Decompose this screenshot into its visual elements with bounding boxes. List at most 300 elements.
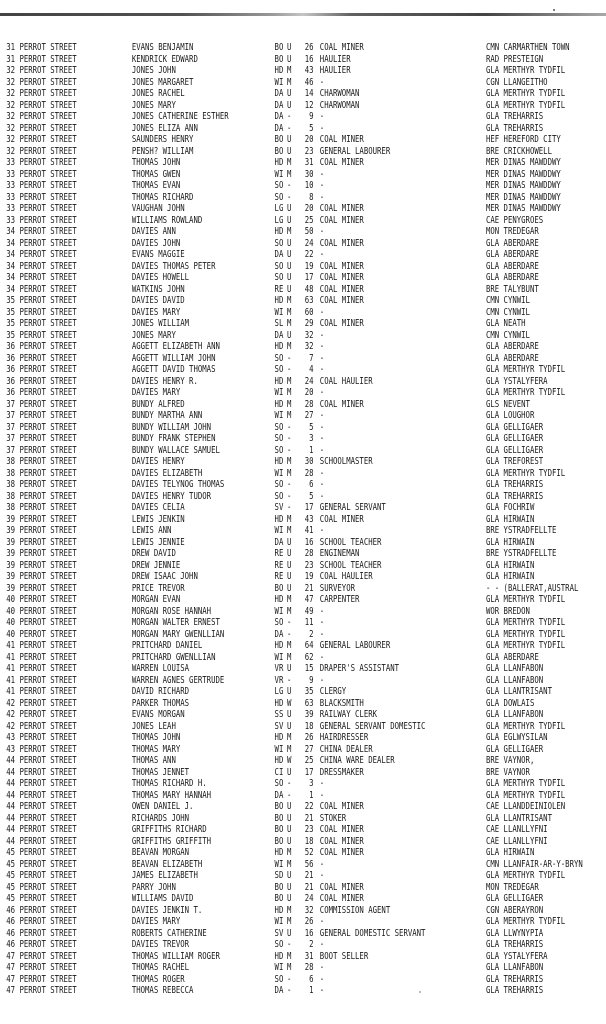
scan-speck (553, 9, 555, 11)
relationship-cell: WI (274, 387, 284, 398)
age-cell: 25 (304, 214, 314, 226)
status-cell: M (287, 950, 292, 962)
birthplace-cell: GLA MERTHYR TYDFIL (485, 916, 566, 927)
table-row (0, 307, 606, 319)
name-cell: AGGETT ELIZABETH ANN (131, 341, 220, 352)
birthplace-cell: GLA TREHARRIS (485, 479, 544, 490)
status-cell: - (287, 433, 292, 444)
table-row (0, 491, 606, 503)
table-row (0, 606, 606, 618)
name-cell: DAVIES TREVOR (131, 939, 190, 950)
table-row (0, 387, 606, 399)
occupation-cell: CHARWOMAN (319, 88, 360, 99)
age-cell: 32 (304, 341, 314, 352)
age-cell: 46 (304, 76, 314, 88)
age-cell: 47 (304, 594, 314, 605)
name-cell: DAVIES MARY (131, 916, 181, 927)
status-cell: U (287, 260, 292, 272)
occupation-cell: - (319, 525, 325, 536)
name-cell: JONES CATHERINE ESTHER (131, 111, 229, 122)
birthplace-cell: GLA TREHARRIS (485, 490, 544, 502)
relationship-cell: HD (274, 513, 284, 525)
address-cell: 34 PERROT STREET (6, 272, 77, 283)
relationship-cell: DA (274, 88, 284, 99)
birthplace-cell: MER DINAS MAWDDWY (485, 180, 561, 191)
name-cell: JAMES ELIZABETH (131, 870, 198, 881)
status-cell: - (287, 617, 292, 628)
name-cell: DAVIES HENRY TUDOR (131, 490, 212, 502)
status-cell: U (287, 134, 292, 145)
address-cell: 39 PERROT STREET (6, 559, 77, 571)
age-cell: 21 (304, 812, 314, 824)
birthplace-cell: BRE YSTRADFELLTE (485, 525, 557, 536)
age-cell: 30 (304, 456, 314, 467)
table-row (0, 100, 606, 112)
birthplace-cell: HEF HEREFORD CITY (485, 134, 561, 145)
occupation-cell: SCHOOL TEACHER (319, 559, 382, 571)
relationship-cell: DA (274, 985, 284, 996)
relationship-cell: HD (274, 456, 284, 467)
occupation-cell: HAULIER (319, 65, 351, 76)
relationship-cell: WI (274, 651, 284, 663)
table-row (0, 571, 606, 583)
birthplace-cell: GLA LLANFABON (485, 663, 544, 674)
address-cell: 31 PERROT STREET (6, 42, 77, 53)
address-cell: 37 PERROT STREET (6, 410, 77, 421)
status-cell: U (287, 582, 292, 594)
occupation-cell: - (319, 870, 325, 881)
table-row (0, 548, 606, 560)
status-cell: U (287, 237, 292, 249)
relationship-cell: DA (274, 628, 284, 640)
age-cell: 15 (304, 663, 314, 674)
table-row (0, 249, 606, 261)
birthplace-cell: GLA GELLIGAER (485, 421, 544, 433)
occupation-cell: - (319, 789, 325, 801)
age-cell: 64 (304, 640, 314, 651)
address-cell: 42 PERROT STREET (6, 720, 77, 732)
occupation-cell: - (319, 364, 325, 375)
occupation-cell: COAL MINER (319, 272, 364, 283)
occupation-cell: GENERAL SERVANT (319, 502, 386, 513)
table-row (0, 123, 606, 135)
address-cell: 37 PERROT STREET (6, 444, 77, 456)
table-row (0, 146, 606, 158)
status-cell: U (287, 881, 292, 893)
occupation-cell: COAL MINER (319, 157, 364, 168)
name-cell: LEWIS JENNIE (131, 536, 185, 548)
table-row (0, 226, 606, 238)
address-cell: 34 PERROT STREET (6, 260, 77, 272)
name-cell: AGGETT DAVID THOMAS (131, 364, 216, 375)
address-cell: 41 PERROT STREET (6, 640, 77, 651)
status-cell: M (287, 65, 292, 76)
occupation-cell: - (319, 605, 325, 617)
address-cell: 42 PERROT STREET (6, 697, 77, 709)
birthplace-cell: GLA TREHARRIS (485, 939, 544, 950)
relationship-cell: HD (274, 375, 284, 387)
table-row (0, 974, 606, 986)
occupation-cell: BLACKSMITH (319, 697, 364, 709)
age-cell: 43 (304, 65, 314, 76)
table-row (0, 502, 606, 514)
occupation-cell: COAL MINER (319, 203, 364, 214)
relationship-cell: SO (274, 191, 284, 203)
status-cell: - (287, 352, 292, 364)
table-row (0, 341, 606, 353)
occupation-cell: - (319, 916, 325, 927)
address-cell: 35 PERROT STREET (6, 329, 77, 341)
name-cell: DREW ISAAC JOHN (131, 571, 198, 582)
occupation-cell: - (319, 939, 325, 950)
status-cell: U (287, 99, 292, 111)
age-cell: 5 (309, 490, 314, 502)
status-cell: U (287, 686, 292, 697)
status-cell: U (287, 548, 292, 559)
table-row (0, 456, 606, 468)
status-cell: M (287, 525, 292, 536)
status-cell: - (287, 973, 292, 985)
age-cell: 23 (304, 824, 314, 835)
occupation-cell: - (319, 111, 325, 122)
name-cell: PARRY JOHN (131, 881, 176, 893)
occupation-cell: CHINA WARE DEALER (319, 755, 395, 766)
census-table (0, 42, 606, 997)
occupation-cell: HAIRDRESSER (319, 732, 369, 743)
status-cell: M (287, 410, 292, 421)
name-cell: JONES ELIZA ANN (131, 122, 198, 134)
birthplace-cell: WOR BREDON (485, 605, 530, 617)
birthplace-cell: CMN CYNWIL (485, 295, 530, 306)
age-cell: 20 (304, 203, 314, 214)
relationship-cell: SV (274, 927, 284, 939)
age-cell: 7 (309, 352, 314, 364)
birthplace-cell: CAE LLANLLYFNI (485, 824, 548, 835)
status-cell: - (287, 674, 292, 686)
relationship-cell: WI (274, 168, 284, 180)
age-cell: 52 (304, 847, 314, 858)
relationship-cell: SO (274, 973, 284, 985)
status-cell: U (287, 42, 292, 53)
address-cell: 39 PERROT STREET (6, 582, 77, 594)
relationship-cell: BO (274, 881, 284, 893)
status-cell: M (287, 295, 292, 306)
status-cell: - (287, 789, 292, 801)
birthplace-cell: GLA ABERDARE (485, 341, 539, 352)
relationship-cell: WI (274, 525, 284, 536)
status-cell: M (287, 375, 292, 387)
relationship-cell: SD (274, 870, 284, 881)
status-cell: M (287, 306, 292, 318)
age-cell: 28 (304, 548, 314, 559)
age-cell: 18 (304, 720, 314, 732)
relationship-cell: HD (274, 594, 284, 605)
status-cell: U (287, 571, 292, 582)
table-row (0, 77, 606, 89)
name-cell: DAVIES ANN (131, 226, 176, 237)
table-row (0, 870, 606, 882)
age-cell: 60 (304, 306, 314, 318)
relationship-cell: DA (274, 111, 284, 122)
age-cell: 49 (304, 605, 314, 617)
age-cell: 9 (309, 674, 314, 686)
table-row (0, 985, 606, 997)
relationship-cell: HD (274, 640, 284, 651)
relationship-cell: RE (274, 559, 284, 571)
name-cell: JONES RACHEL (131, 88, 185, 99)
table-row (0, 111, 606, 123)
table-row (0, 537, 606, 549)
birthplace-cell: GLA LLANTRISANT (485, 812, 552, 824)
name-cell: THOMAS ANN (131, 755, 176, 766)
status-cell: U (287, 88, 292, 99)
address-cell: 44 PERROT STREET (6, 789, 77, 801)
relationship-cell: SO (274, 939, 284, 950)
age-cell: 26 (304, 916, 314, 927)
birthplace-cell: GLS NEVENT (485, 398, 530, 410)
birthplace-cell: BRE CRICKHOWELL (485, 145, 552, 157)
occupation-cell: - (319, 467, 325, 479)
birthplace-cell: BRE YSTRADFELLTE (485, 548, 557, 559)
name-cell: JONES JOHN (131, 65, 176, 76)
name-cell: RICHARDS JOHN (131, 812, 190, 824)
table-row (0, 238, 606, 250)
table-row (0, 652, 606, 664)
status-cell: - (287, 111, 292, 122)
birthplace-cell: GLA MERTHYR TYDFIL (485, 870, 566, 881)
name-cell: DAVIES ELIZABETH (131, 467, 203, 479)
age-cell: 16 (304, 927, 314, 939)
table-row (0, 468, 606, 480)
table-row (0, 790, 606, 802)
birthplace-cell: GLA ABERDARE (485, 260, 539, 272)
relationship-cell: BO (274, 134, 284, 145)
age-cell: 14 (304, 88, 314, 99)
address-cell: 36 PERROT STREET (6, 352, 77, 364)
age-cell: 3 (309, 433, 314, 444)
name-cell: DAVIES CELIA (131, 502, 185, 513)
name-cell: BUNDY FRANK STEPHEN (131, 433, 216, 444)
relationship-cell: RE (274, 571, 284, 582)
birthplace-cell: CMN CYNWIL (485, 306, 530, 318)
occupation-cell: GENERAL LABOURER (319, 145, 391, 157)
relationship-cell: WI (274, 743, 284, 755)
table-row (0, 916, 606, 928)
address-cell: 40 PERROT STREET (6, 594, 77, 605)
occupation-cell: COAL MINER (319, 824, 364, 835)
address-cell: 41 PERROT STREET (6, 663, 77, 674)
address-cell: 39 PERROT STREET (6, 536, 77, 548)
address-cell: 33 PERROT STREET (6, 168, 77, 180)
table-row (0, 203, 606, 215)
birthplace-cell: RAD PRESTEIGN (485, 53, 544, 65)
status-cell: M (287, 157, 292, 168)
address-cell: 44 PERROT STREET (6, 812, 77, 824)
occupation-cell: DRESSMAKER (319, 766, 364, 778)
table-row (0, 893, 606, 905)
occupation-cell: COAL MINER (319, 283, 364, 295)
birthplace-cell: GLA HIRWAIN (485, 559, 535, 571)
occupation-cell: - (319, 479, 325, 490)
relationship-cell: SO (274, 617, 284, 628)
name-cell: THOMAS MARY HANNAH (131, 789, 212, 801)
age-cell: 32 (304, 329, 314, 341)
table-row (0, 962, 606, 974)
age-cell: 21 (304, 881, 314, 893)
relationship-cell: BO (274, 582, 284, 594)
age-cell: 41 (304, 525, 314, 536)
occupation-cell: - (319, 329, 325, 341)
birthplace-cell: GLA DOWLAIS (485, 697, 535, 709)
occupation-cell: CHARWOMAN (319, 99, 360, 111)
address-cell: 43 PERROT STREET (6, 743, 77, 755)
table-row (0, 951, 606, 963)
name-cell: GRIFFITHS RICHARD (131, 824, 207, 835)
relationship-cell: WI (274, 76, 284, 88)
name-cell: THOMAS ROGER (131, 973, 185, 985)
status-cell: M (287, 341, 292, 352)
age-cell: 16 (304, 53, 314, 65)
address-cell: 44 PERROT STREET (6, 755, 77, 766)
age-cell: 20 (304, 134, 314, 145)
birthplace-cell: BRE VAYNOR, (485, 755, 535, 766)
birthplace-cell: GLA GELLIGAER (485, 893, 544, 904)
status-cell: U (287, 536, 292, 548)
address-cell: 44 PERROT STREET (6, 824, 77, 835)
relationship-cell: HD (274, 697, 284, 709)
birthplace-cell: GLA ABERDARE (485, 272, 539, 283)
address-cell: 44 PERROT STREET (6, 801, 77, 812)
status-cell: - (287, 778, 292, 789)
age-cell: 1 (309, 789, 314, 801)
occupation-cell: - (319, 168, 325, 180)
birthplace-cell: CGN LLANGEITHO (485, 76, 548, 88)
occupation-cell: COAL MINER (319, 893, 364, 904)
name-cell: JONES MARY (131, 329, 176, 341)
birthplace-cell: GLA LOUGHOR (485, 410, 535, 421)
occupation-cell: RAILWAY CLERK (319, 709, 378, 720)
relationship-cell: HD (274, 755, 284, 766)
table-row (0, 445, 606, 457)
age-cell: 17 (304, 272, 314, 283)
age-cell: 16 (304, 536, 314, 548)
occupation-cell: SURVEYOR (319, 582, 356, 594)
table-row (0, 629, 606, 641)
name-cell: THOMAS EVAN (131, 180, 181, 191)
address-cell: 35 PERROT STREET (6, 318, 77, 329)
table-row (0, 663, 606, 675)
birthplace-cell: MER DINAS MAWDDWY (485, 203, 561, 214)
address-cell: 34 PERROT STREET (6, 237, 77, 249)
birthplace-cell: MON TREDEGAR (485, 881, 539, 893)
name-cell: WILLIAMS ROWLAND (131, 214, 203, 226)
occupation-cell: - (319, 421, 325, 433)
age-cell: 22 (304, 249, 314, 260)
status-cell: U (287, 559, 292, 571)
status-cell: U (287, 812, 292, 824)
name-cell: LEWIS JENKIN (131, 513, 185, 525)
status-cell: U (287, 53, 292, 65)
occupation-cell: HAULIER (319, 53, 351, 65)
age-cell: 2 (309, 939, 314, 950)
table-row (0, 261, 606, 273)
occupation-cell: COAL MINER (319, 881, 364, 893)
table-row (0, 686, 606, 698)
name-cell: LEWIS ANN (131, 525, 172, 536)
status-cell: U (287, 927, 292, 939)
birthplace-cell: GLA GELLIGAER (485, 444, 544, 456)
name-cell: DAVIES JENKIN T. (131, 904, 203, 916)
birthplace-cell: CMN CYNWIL (485, 329, 530, 341)
occupation-cell: COAL MINER (319, 295, 364, 306)
birthplace-cell: GLA LLANFABON (485, 674, 544, 686)
age-cell: 24 (304, 237, 314, 249)
name-cell: AGGETT WILLIAM JOHN (131, 352, 216, 364)
name-cell: JONES MARGARET (131, 76, 194, 88)
age-cell: 12 (304, 99, 314, 111)
address-cell: 46 PERROT STREET (6, 927, 77, 939)
address-cell: 37 PERROT STREET (6, 421, 77, 433)
address-cell: 41 PERROT STREET (6, 651, 77, 663)
relationship-cell: SV (274, 502, 284, 513)
relationship-cell: WI (274, 306, 284, 318)
occupation-cell: - (319, 674, 325, 686)
status-cell: - (287, 490, 292, 502)
occupation-cell: COAL MINER (319, 134, 364, 145)
status-cell: M (287, 456, 292, 467)
age-cell: 6 (309, 479, 314, 490)
occupation-cell: - (319, 651, 325, 663)
occupation-cell: COAL MINER (319, 42, 364, 53)
relationship-cell: BO (274, 145, 284, 157)
name-cell: THOMAS WILLIAM ROGER (131, 950, 220, 962)
address-cell: 33 PERROT STREET (6, 203, 77, 214)
name-cell: DAVIES HENRY (131, 456, 185, 467)
name-cell: MORGAN MARY GWENLLIAN (131, 628, 225, 640)
table-row (0, 617, 606, 629)
birthplace-cell: GLA YSTALYFERA (485, 950, 548, 962)
birthplace-cell: GLA ABERDARE (485, 237, 539, 249)
status-cell: U (287, 214, 292, 226)
occupation-cell: - (319, 180, 325, 191)
relationship-cell: LG (274, 203, 284, 214)
occupation-cell: - (319, 410, 325, 421)
status-cell: M (287, 732, 292, 743)
age-cell: 30 (304, 168, 314, 180)
table-row (0, 42, 606, 54)
name-cell: THOMAS MARY (131, 743, 181, 755)
status-cell: M (287, 467, 292, 479)
table-row (0, 169, 606, 181)
address-cell: 33 PERROT STREET (6, 180, 77, 191)
table-row (0, 675, 606, 687)
age-cell: 9 (309, 111, 314, 122)
table-row (0, 813, 606, 825)
address-cell: 43 PERROT STREET (6, 732, 77, 743)
table-row (0, 88, 606, 100)
name-cell: JONES MARY (131, 99, 176, 111)
relationship-cell: DA (274, 249, 284, 260)
status-cell: U (287, 203, 292, 214)
age-cell: 63 (304, 295, 314, 306)
address-cell: 47 PERROT STREET (6, 973, 77, 985)
status-cell: U (287, 272, 292, 283)
name-cell: BUNDY MARTHA ANN (131, 410, 203, 421)
status-cell: M (287, 743, 292, 755)
age-cell: 28 (304, 467, 314, 479)
table-row (0, 698, 606, 710)
status-cell: - (287, 122, 292, 134)
